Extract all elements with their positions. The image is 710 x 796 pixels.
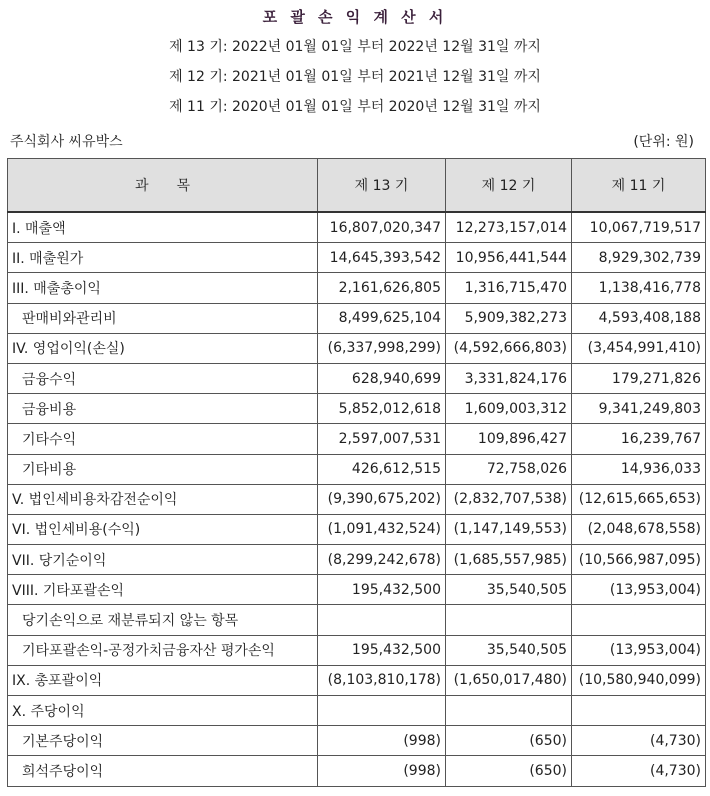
value-period-13: 16,807,020,347 — [318, 212, 446, 243]
row-label: 희석주당이익 — [8, 756, 318, 786]
table-row — [8, 635, 706, 665]
table-row — [8, 665, 706, 695]
statement-title: 포 괄 손 익 계 산 서 — [262, 8, 448, 26]
value-period-13: (998) — [318, 756, 446, 786]
unit-label: (단위: 원) — [633, 134, 694, 150]
table-row — [8, 333, 706, 363]
value-period-12: 35,540,505 — [446, 575, 572, 605]
table-row — [8, 212, 706, 243]
table-row — [8, 243, 706, 273]
row-label: 금융수익 — [8, 363, 318, 393]
value-period-12: (650) — [446, 756, 572, 786]
table-row — [8, 484, 706, 514]
value-period-12: (2,832,707,538) — [446, 484, 572, 514]
table-row — [8, 575, 706, 605]
value-period-11: 9,341,249,803 — [572, 394, 706, 424]
row-label: 판매비와관리비 — [8, 303, 318, 333]
value-period-11: (13,953,004) — [572, 575, 706, 605]
value-period-11: (3,454,991,410) — [572, 333, 706, 363]
row-label: V. 법인세비용차감전순이익 — [8, 484, 318, 514]
row-label: III. 매출총이익 — [8, 273, 318, 303]
header-period-11: 제 11 기 — [572, 159, 706, 213]
value-period-13 — [318, 605, 446, 635]
row-label: 기타수익 — [8, 424, 318, 454]
table-row — [8, 696, 706, 726]
table-row — [8, 303, 706, 333]
value-period-11: (13,953,004) — [572, 635, 706, 665]
value-period-13: (6,337,998,299) — [318, 333, 446, 363]
value-period-13: 426,612,515 — [318, 454, 446, 484]
value-period-12: 1,316,715,470 — [446, 273, 572, 303]
period-13: 제 13 기: 2022년 01월 01일 부터 2022년 12월 31일 까지 — [169, 39, 541, 55]
value-period-11: 8,929,302,739 — [572, 243, 706, 273]
row-label: 기타포괄손익-공정가치금융자산 평가손익 — [8, 635, 318, 665]
table-header-row — [8, 159, 706, 213]
header-period-12: 제 12 기 — [446, 159, 572, 213]
value-period-11: (12,615,665,653) — [572, 484, 706, 514]
value-period-11: 10,067,719,517 — [572, 212, 706, 243]
table-row — [8, 363, 706, 393]
value-period-12: 12,273,157,014 — [446, 212, 572, 243]
value-period-13: (8,299,242,678) — [318, 545, 446, 575]
value-period-13: 14,645,393,542 — [318, 243, 446, 273]
value-period-12: (1,685,557,985) — [446, 545, 572, 575]
header-period-13: 제 13 기 — [318, 159, 446, 213]
income-statement-table — [7, 158, 706, 787]
value-period-11: (4,730) — [572, 756, 706, 786]
value-period-12: 72,758,026 — [446, 454, 572, 484]
value-period-12: (650) — [446, 726, 572, 756]
value-period-13: (9,390,675,202) — [318, 484, 446, 514]
company-name: 주식회사 씨유박스 — [10, 134, 123, 150]
value-period-13: 628,940,699 — [318, 363, 446, 393]
value-period-12 — [446, 605, 572, 635]
table-row — [8, 424, 706, 454]
row-label: X. 주당이익 — [8, 696, 318, 726]
table-row — [8, 545, 706, 575]
value-period-11: (10,566,987,095) — [572, 545, 706, 575]
table-row — [8, 394, 706, 424]
value-period-13: (8,103,810,178) — [318, 665, 446, 695]
table-row — [8, 756, 706, 786]
value-period-12 — [446, 696, 572, 726]
value-period-12: 5,909,382,273 — [446, 303, 572, 333]
period-12: 제 12 기: 2021년 01월 01일 부터 2021년 12월 31일 까지 — [169, 69, 541, 85]
period-11: 제 11 기: 2020년 01월 01일 부터 2020년 12월 31일 까지 — [169, 99, 541, 115]
row-label: 기본주당이익 — [8, 726, 318, 756]
table-row — [8, 514, 706, 544]
value-period-13: 195,432,500 — [318, 575, 446, 605]
value-period-12: 3,331,824,176 — [446, 363, 572, 393]
row-label: IV. 영업이익(손실) — [8, 333, 318, 363]
value-period-11: 179,271,826 — [572, 363, 706, 393]
table-row — [8, 273, 706, 303]
value-period-11: (10,580,940,099) — [572, 665, 706, 695]
value-period-12: (4,592,666,803) — [446, 333, 572, 363]
value-period-13: 2,161,626,805 — [318, 273, 446, 303]
value-period-12: 109,896,427 — [446, 424, 572, 454]
row-label: VIII. 기타포괄손익 — [8, 575, 318, 605]
row-label: IX. 총포괄이익 — [8, 665, 318, 695]
value-period-11: 4,593,408,188 — [572, 303, 706, 333]
value-period-13: (998) — [318, 726, 446, 756]
table-row — [8, 726, 706, 756]
table-row — [8, 605, 706, 635]
value-period-11: 1,138,416,778 — [572, 273, 706, 303]
value-period-11: 14,936,033 — [572, 454, 706, 484]
value-period-11 — [572, 605, 706, 635]
table-body — [8, 212, 706, 786]
value-period-11: (2,048,678,558) — [572, 514, 706, 544]
value-period-11: 16,239,767 — [572, 424, 706, 454]
value-period-13: (1,091,432,524) — [318, 514, 446, 544]
value-period-13: 2,597,007,531 — [318, 424, 446, 454]
row-label: VI. 법인세비용(수익) — [8, 514, 318, 544]
value-period-12: 10,956,441,544 — [446, 243, 572, 273]
value-period-12: 35,540,505 — [446, 635, 572, 665]
row-label: 기타비용 — [8, 454, 318, 484]
row-label: 금융비용 — [8, 394, 318, 424]
value-period-13: 5,852,012,618 — [318, 394, 446, 424]
value-period-12: (1,147,149,553) — [446, 514, 572, 544]
value-period-12: (1,650,017,480) — [446, 665, 572, 695]
header-account: 과 목 — [8, 159, 318, 213]
row-label: VII. 당기순이익 — [8, 545, 318, 575]
value-period-13 — [318, 696, 446, 726]
row-label: I. 매출액 — [8, 212, 318, 243]
value-period-12: 1,609,003,312 — [446, 394, 572, 424]
value-period-13: 195,432,500 — [318, 635, 446, 665]
value-period-11 — [572, 696, 706, 726]
row-label: II. 매출원가 — [8, 243, 318, 273]
table-row — [8, 454, 706, 484]
value-period-11: (4,730) — [572, 726, 706, 756]
row-label: 당기손익으로 재분류되지 않는 항목 — [8, 605, 318, 635]
value-period-13: 8,499,625,104 — [318, 303, 446, 333]
